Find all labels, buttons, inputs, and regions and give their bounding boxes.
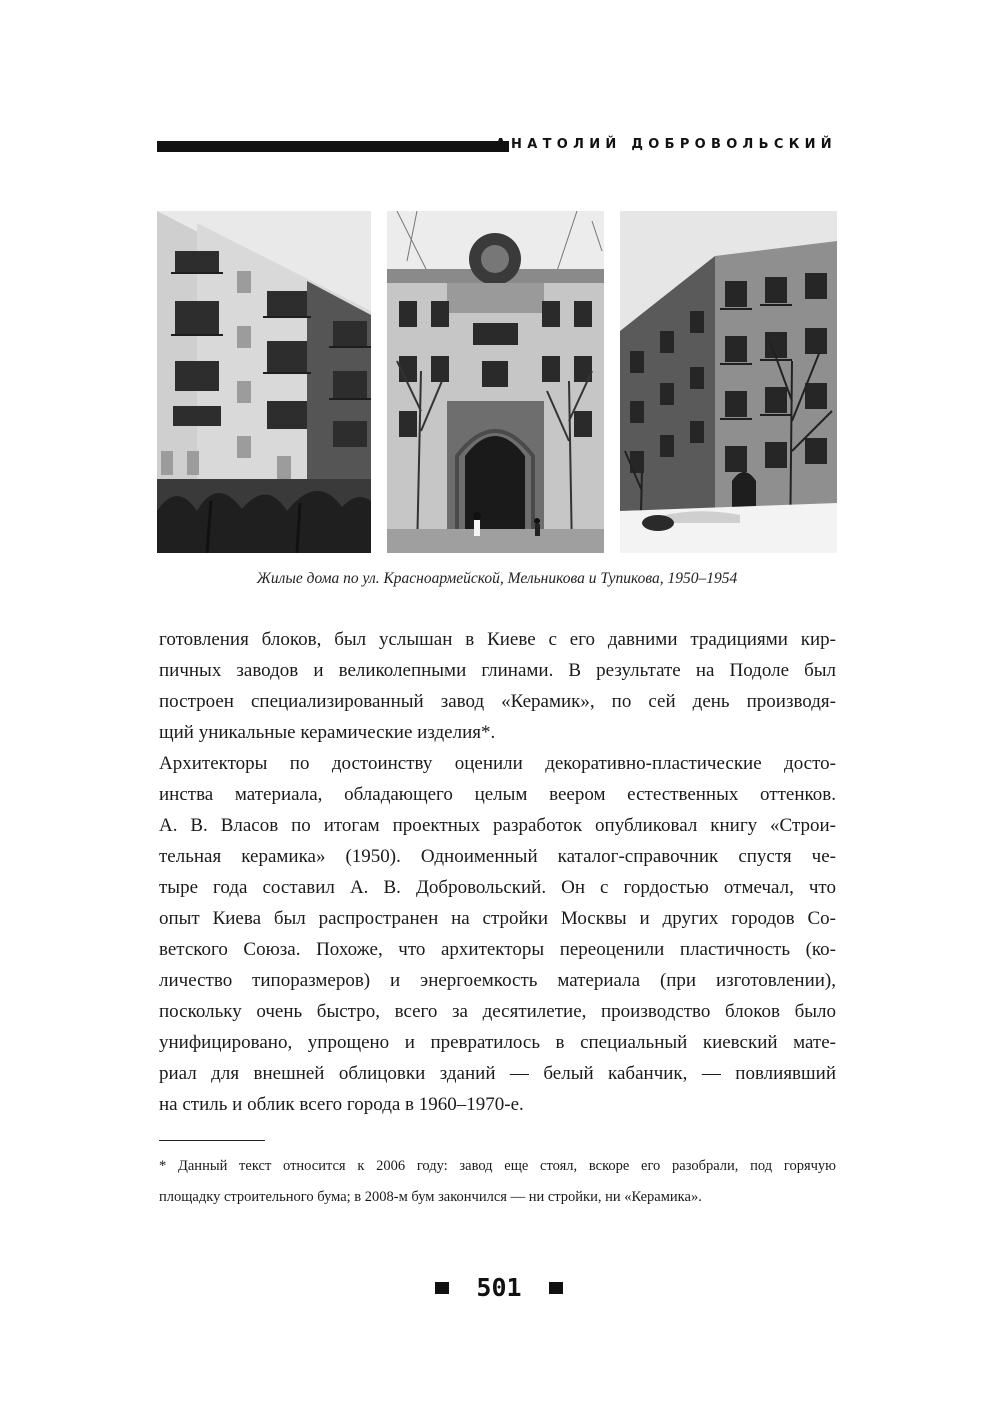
- text-line: риал для внешней облицовки зданий — белый кабанчик, — повлиявший: [159, 1063, 836, 1084]
- header-rule-bar: [157, 141, 509, 152]
- text-line: инства материала, обладающего целым веером естественных оттенков.: [159, 784, 836, 805]
- text-line: на стиль и облик всего города в 1960–1970-е.: [159, 1094, 524, 1115]
- text-line: опыт Киева был распространен на стройки Москвы и других городов Со-: [159, 908, 836, 929]
- text-line: поскольку очень быстро, всего за десятилетие, производство блоков было: [159, 1001, 836, 1022]
- author-name: АНАТОЛИЙ ДОБРОВОЛЬСКИЙ: [495, 137, 837, 152]
- text-line: А. В. Власов по итогам проектных разработок опубликовал книгу «Строи-: [159, 815, 836, 836]
- page-number-block: [435, 1273, 563, 1302]
- photo-krasnoarmeyskaya: [157, 211, 371, 553]
- text-line: построен специализированный завод «Керамик», по сей день производя-: [159, 691, 836, 712]
- page-number: 501: [476, 1273, 522, 1302]
- photo-tupikova: [620, 211, 837, 553]
- text-line: готовления блоков, был услышан в Киеве с его давними традициями кир-: [159, 629, 836, 650]
- text-line: Архитекторы по достоинству оценили декоративно-пластические досто-: [159, 753, 836, 774]
- running-header: [157, 138, 837, 154]
- footnote-line: площадку строительного бума; в 2008-м бум закончился — ни стройки, ни «Керамика».: [159, 1189, 702, 1205]
- footnote-line: * Данный текст относится к 2006 году: завод еще стоял, вскоре его разобрали, под горячую: [159, 1158, 836, 1174]
- photo-melnikova: [387, 211, 604, 553]
- body-text: [159, 624, 836, 1120]
- photo-strip: [157, 211, 837, 553]
- text-line: унифицировано, упрощено и превратилось в специальный киевский мате-: [159, 1032, 836, 1053]
- text-line: пичных заводов и великолепными глинами. В результате на Подоле был: [159, 660, 836, 681]
- text-line: тыре года составил А. В. Добровольский. Он с гордостью отмечал, что: [159, 877, 836, 898]
- footnote-divider: [159, 1140, 265, 1141]
- figure-caption: Жилые дома по ул. Красноармейской, Мельникова и Тупикова, 1950–1954: [256, 570, 738, 587]
- text-line: личество типоразмеров) и энергоемкость материала (при изготовлении),: [159, 970, 836, 991]
- text-line: тельная керамика» (1950). Одноименный каталог-справочник спустя че-: [159, 846, 836, 867]
- text-line: щий уникальные керамические изделия*.: [159, 722, 496, 743]
- page-number-dash-right: [549, 1282, 563, 1294]
- text-line: ветского Союза. Похоже, что архитекторы переоценили пластичность (ко-: [159, 939, 836, 960]
- footnote: [159, 1153, 836, 1215]
